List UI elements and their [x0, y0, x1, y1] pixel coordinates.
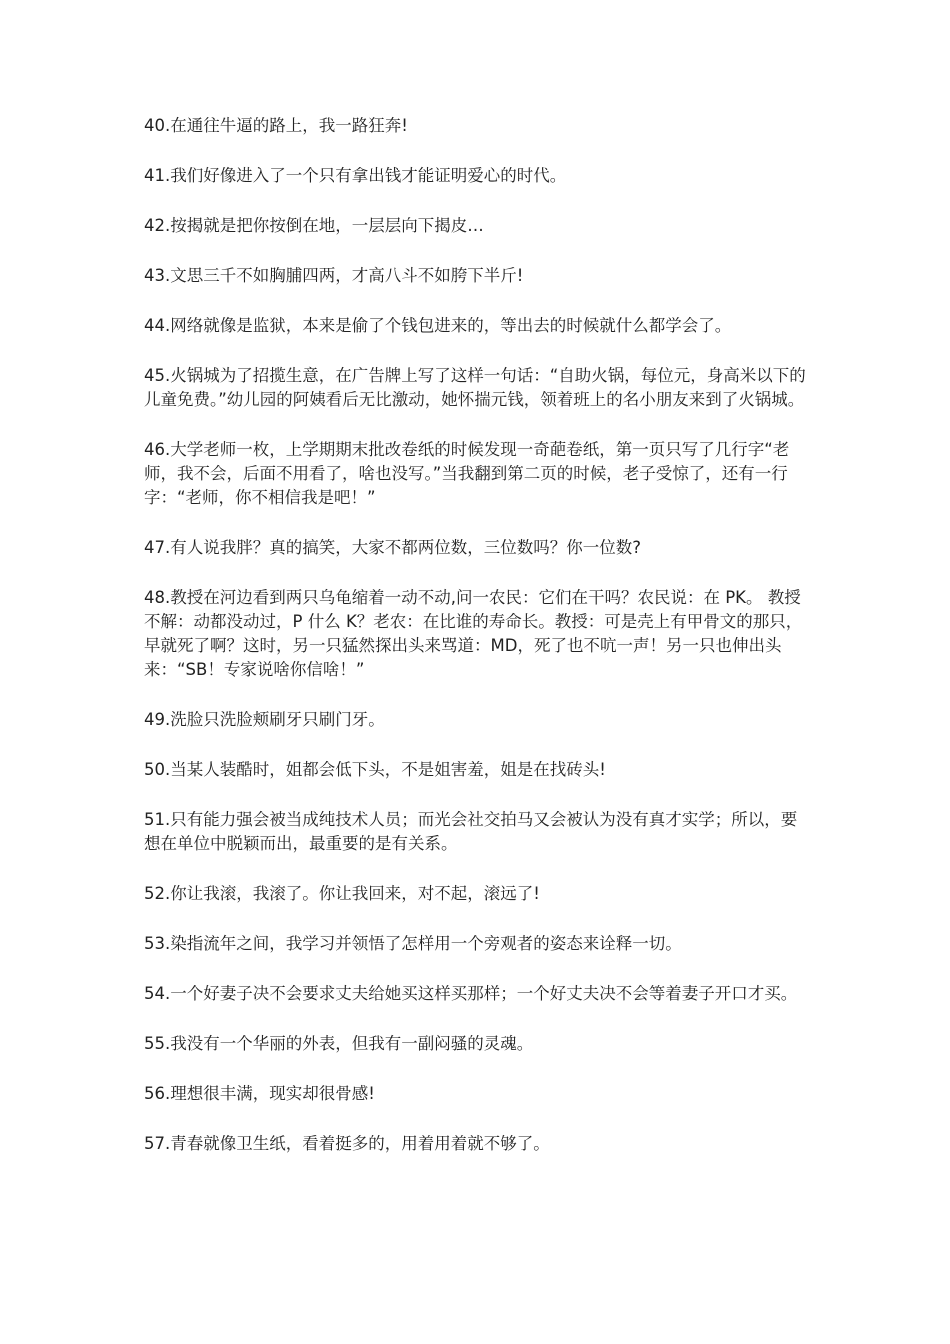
list-item: 56.理想很丰满，现实却很骨感! — [144, 1084, 375, 1103]
list-item: 40.在通往牛逼的路上，我一路狂奔! — [144, 116, 408, 135]
list-item: 57.青春就像卫生纸，看着挺多的，用着用着就不够了。 — [144, 1134, 550, 1153]
document-body — [144, 114, 810, 1182]
list-item: 49.洗脸只洗脸颊刷牙只刷门牙。 — [144, 710, 385, 729]
list-item: 54.一个好妻子决不会要求丈夫给她买这样买那样；一个好丈夫决不会等着妻子开口才买。 — [144, 984, 798, 1003]
list-item: 48.教授在河边看到两只乌龟缩着一动不动,问一农民：它们在干吗？农民说：在 PK。 教授不解：动都没动过，P 什么 K？老农：在比谁的寿命长。教授：可是壳上有甲骨文的那只，早就死了啊？这时，另一只猛然探出头来骂道：MD，死了也不吭一声！另一只也伸出头来：“SB！专家说啥你信啥！” — [144, 588, 803, 679]
list-item: 45.火锅城为了招揽生意，在广告牌上写了这样一句话：“自助火锅，每位元，身高米以下的儿童免费。”幼儿园的阿姨看后无比激动，她怀揣元钱，领着班上的名小朋友来到了火锅城。 — [144, 366, 806, 409]
list-item: 41.我们好像进入了一个只有拿出钱才能证明爱心的时代。 — [144, 166, 567, 185]
list-item: 52.你让我滚，我滚了。你让我回来，对不起，滚远了! — [144, 884, 540, 903]
list-item: 51.只有能力强会被当成纯技术人员；而光会社交拍马又会被认为没有真才实学；所以，要想在单位中脱颖而出，最重要的是有关系。 — [144, 810, 798, 853]
list-item: 50.当某人装酷时，姐都会低下头，不是姐害羞，姐是在找砖头! — [144, 760, 606, 779]
list-item: 43.文思三千不如胸脯四两，才高八斗不如胯下半斤! — [144, 266, 524, 285]
list-item: 47.有人说我胖？真的搞笑，大家不都两位数，三位数吗？你一位数? — [144, 538, 641, 557]
list-item: 46.大学老师一枚，上学期期末批改卷纸的时候发现一奇葩卷纸，第一页只写了几行字“老师，我不会，后面不用看了，啥也没写。”当我翻到第二页的时候，老子受惊了，还有一行字：“老师，你不相信我是吧！” — [144, 440, 790, 507]
list-item: 55.我没有一个华丽的外表，但我有一副闷骚的灵魂。 — [144, 1034, 534, 1053]
list-item: 42.按揭就是把你按倒在地，一层层向下揭皮… — [144, 216, 484, 235]
list-item: 44.网络就像是监狱，本来是偷了个钱包进来的，等出去的时候就什么都学会了。 — [144, 316, 732, 335]
list-item: 53.染指流年之间，我学习并领悟了怎样用一个旁观者的姿态来诠释一切。 — [144, 934, 682, 953]
